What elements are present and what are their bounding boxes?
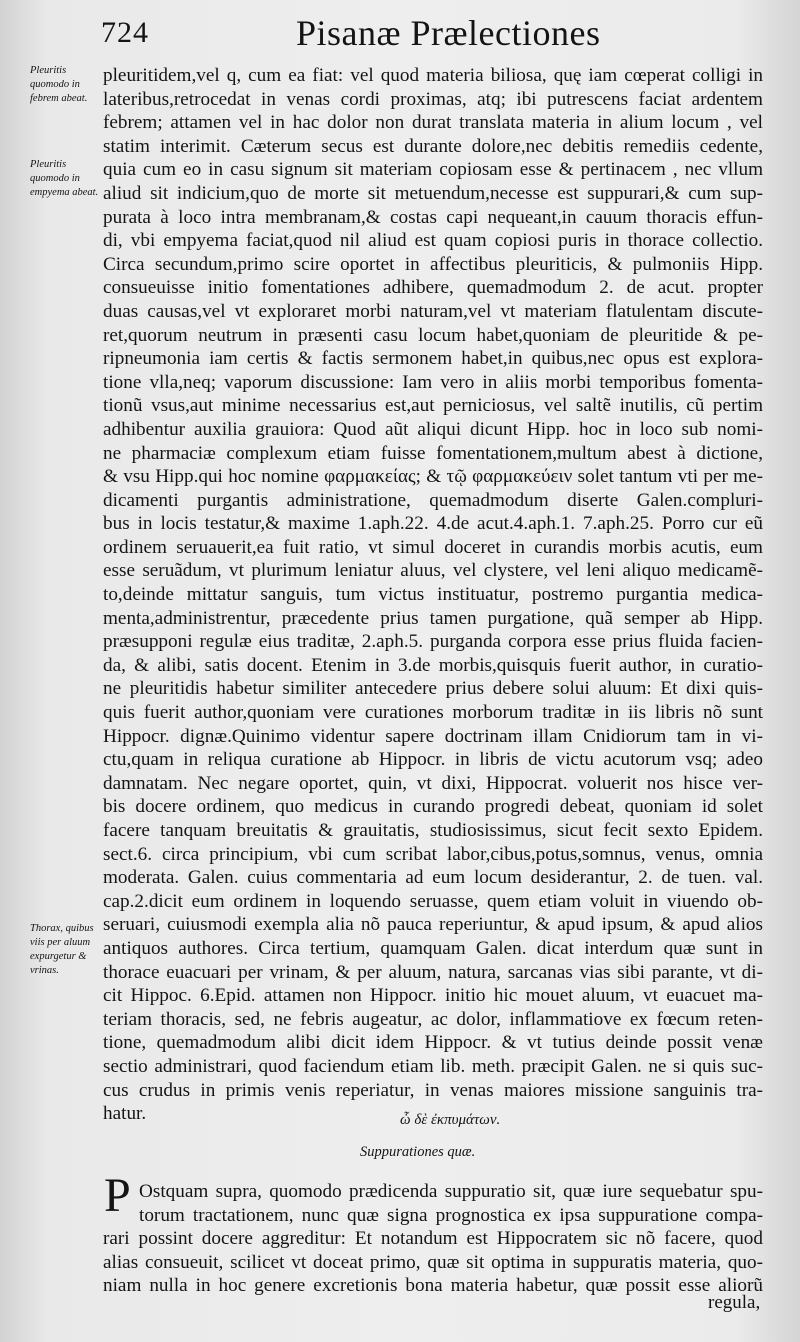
text-line: præsupponi regulæ eius traditæ, 2.aph.5. purganda corpora esse prius fluida facien- [103, 631, 763, 653]
text-line: Ostquam supra, quomodo prædicenda suppuratio sit, quæ iure sequebatur spu- [139, 1181, 763, 1202]
text-line: Hippocr. dignæ.Quinimo videntur sapere doctrinam illam Cnidiorum tam in vi- [103, 725, 763, 747]
text-line: tione vlla,neq; vaporum discussione: Iam vero in aliis morbi temporibus fomenta- [103, 371, 763, 393]
drop-capital: P [104, 1169, 131, 1222]
margin-note: Pleuritis quomodo in empyema abeat. [30, 159, 99, 198]
text-line: facere tanquam breuitatis & grauitatis, studiosissimus, sicut fecit sexto Epidem. [103, 820, 763, 841]
text-line: to,deinde mittatur sanguis, tum victus instituatur, postremo purgantia medica- [103, 584, 763, 606]
text-line: consueuisse initio fomentationes adhibere, quemadmodum 2. de acut. propter [103, 277, 763, 299]
text-line: dicamenti purgantis administratione, quemadmodum diserte Galen.compluri- [103, 489, 763, 511]
text-line: alias consueuit, scilicet vt doceat primo, quæ sit optima in suppuratis materia, quo- [103, 1251, 763, 1273]
text-line: sect.6. circa principium, vbi cum scribat labor,cibus,potus,somnus, venus, omnia [103, 843, 763, 865]
margin-note: Thorax, quibus viis per aluum expurgetur & vrinas. [30, 923, 94, 976]
page-number: 724 [101, 16, 149, 49]
text-line: niam nulla in hoc genere excretionis bona materia habetur, quæ possit esse aliorũ [103, 1275, 763, 1297]
text-line: moderata. Galen. cuius commentaria ad eum locum desiderantur, 2. de tuen. val. [103, 867, 763, 889]
text-line: & vsu Hipp.qui hoc nomine φαρμακείας; & τῷ φαρμακεύειν solet tantum vti per me- [103, 466, 763, 488]
paragraph-text [103, 1180, 763, 1298]
text-line: damnatam. Nec negare oportet, quin, vt dixi, Hippocrat. voluerit nos hisce ver- [103, 772, 763, 794]
text-line: antiquos authores. Circa tertium, quamquam Galen. dicat interdum quæ sunt in [103, 937, 763, 959]
text-line: tionũ vsus,aut minime necessarius est,aut perniciosus, vel saltẽ inutilis, cũ pertim [103, 395, 763, 417]
text-line: ne pleuritidis habetur similiter antecedere prius debere solui aluum: Et dixi quis- [103, 678, 763, 700]
text-line: cap.2.dicit eum ordinem in loquendo seruasse, quem etiam voluit in viuendo ob- [103, 890, 763, 912]
text-line: bis docere ordinem, quo medicus in curando progredi debeat, quoniam id solet [103, 796, 763, 818]
text-line: statim interimit. Cæterum secus est durante dolore,nec debitis remediis cedente, [103, 135, 763, 157]
text-line: adhibentur auxilia grauiora: Quod aũt aliqui dicunt Hipp. hoc in loco sub nomi- [103, 418, 763, 440]
text-line: teriam thoracis, sed, ne febris augeatur, ac dolor, inflammatiove ex fœcum reten- [103, 1008, 763, 1030]
text-line: bus in locis testatur,& maxime 1.aph.22. 4.de acut.4.aph.1. 7.aph.25. Porro cur eũ [103, 513, 763, 535]
text-line: esse seruãdum, vt plurimum leniatur aluus, vel clystere, vel leni aliquo medicamẽ- [103, 560, 763, 582]
text-line: thorace euacuari per vrinam, & per aluum, natura, sarcanas vias sibi parante, vt di- [103, 961, 763, 983]
text-line: ripneumonia iam certis & factis sermonem habet,in quibus,nec opus est explora- [103, 348, 763, 370]
margin-note: Pleuritis quomodo in febrem abeat. [30, 65, 88, 104]
text-line: menta,administrentur, præcedente prius tamen purgatione, quã semper ab Hipp. [103, 607, 763, 629]
text-line: aliud sit indicium,quo de morte sit metuendum,necesse est suppurari,& cum sup- [103, 182, 763, 204]
text-line: ne pharmaciæ complexum etiam fuisse fomentationem,multum abest à dictione, [103, 442, 763, 464]
text-line: da, & alibi, satis docent. Etenim in 3.de morbis,quisquis fuerit author, in curatio- [103, 654, 763, 676]
text-line: Circa secundum,primo scire oportet in affectibus pleuriticis, & pulmoniis Hipp. [103, 253, 763, 275]
section-greek-heading: ὧ δὲ ἐκπυμάτων. [400, 1112, 501, 1128]
text-line: hatur. [103, 1103, 147, 1125]
catchword: regula, [708, 1292, 761, 1313]
text-line: lateribus,retrocedat in venas cordi proximas, atq; ibi putrescens faciat ardentem [103, 88, 763, 110]
text-line: cus crudus in primis venis reperiatur, in venas maiores missione sanguinis tra- [103, 1079, 763, 1101]
section-latin-heading: Suppurationes quæ. [360, 1144, 476, 1160]
text-line: tione, quemadmodum alibi dicit idem Hippocr. & vt tutius deinde possit venæ [103, 1032, 763, 1054]
text-line: ret,quorum neutrum in præsenti casu locum habet,quoniam de pleuritide & pe- [103, 324, 763, 346]
text-line: ctu,quam in reliqua curatione ab Hippocr. in libris de victu acutorum vsq; adeo [103, 749, 763, 771]
text-line: rari possint docere aggreditur: Et notandum est Hippocratem sic nõ facere, quod [103, 1228, 763, 1250]
text-line: duas causas,vel vt exploraret morbi naturam,vel vt materiam flatulentam discute- [103, 300, 763, 322]
text-line: pleuritidem,vel q, cum ea fiat: vel quod materia biliosa, quę iam cœperat colligi in [103, 65, 763, 86]
text-line: seruari, cuiusmodi exempla alia nõ pauca reperiuntur, & apud ipsum, & apud alios [103, 914, 763, 936]
text-line: quia cum eo in casu signum sit materiam copiosam esse & pertinacem , nec vllum [103, 159, 763, 181]
running-head: Pisanæ Prælectiones [296, 13, 601, 53]
main-text [103, 64, 763, 1126]
text-line: quis fuerit author,quoniam vere curationes morborum traditæ in iis libris nõ sunt [103, 702, 763, 724]
text-line: ordinem seruauerit,ea fuit ratio, vt simul doceret in curandis morbis acutis, eum [103, 536, 763, 558]
text-line: sectio administrari, quod faciendum etiam lib. meth. præcipit Galen. ne si quis suc- [103, 1055, 763, 1077]
text-line: cit Hippoc. 6.Epid. attamen non Hippocr. initio hic mouet aluum, vt euacuet ma- [103, 985, 763, 1007]
text-line: purata à loco intra membranam,& costas capi nequeant,in cauum thoracis effun- [103, 206, 763, 228]
text-line: febrem; attamen vel in hac dolor non durat translata materia in alium locum , vel [103, 112, 763, 134]
text-line: torum tractationem, nunc quæ signa prognostica ex ipsa suppuratione compa- [139, 1204, 763, 1226]
text-line: di, vbi empyema faciat,quod nil aliud est quam copiosi puris in thorace collectio. [103, 230, 763, 252]
